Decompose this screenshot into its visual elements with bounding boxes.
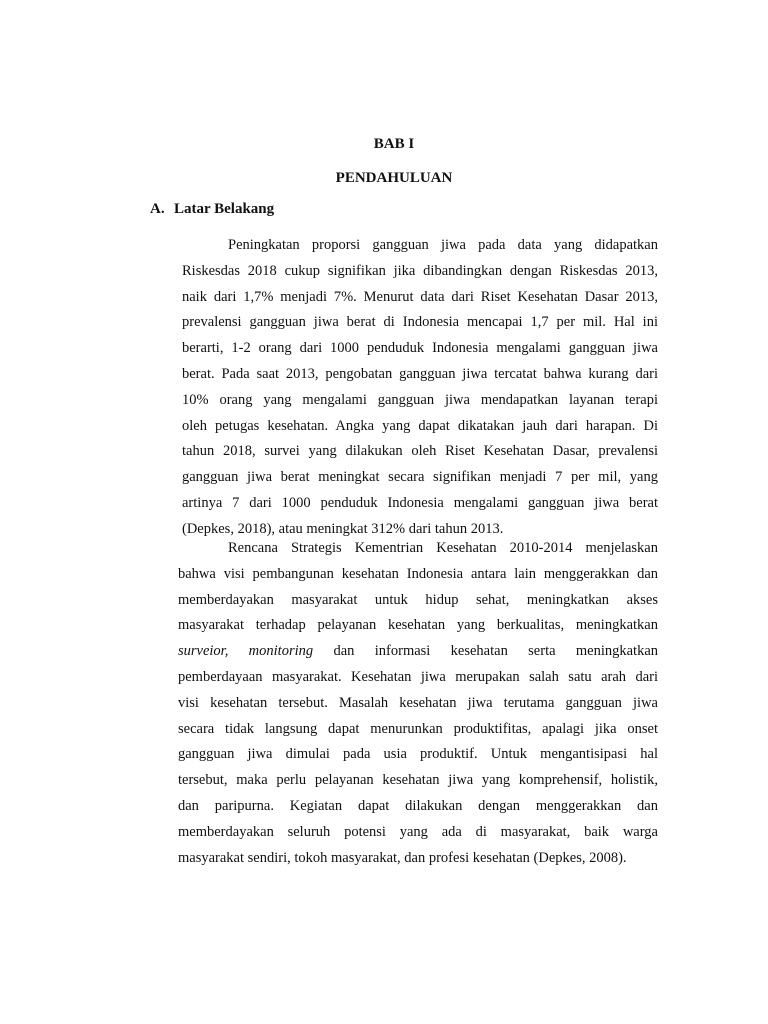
paragraph-line: surveior, monitoring dan informasi kesehatan serta meningkatkan xyxy=(178,643,659,660)
paragraph-line: masyarakat sendiri, tokoh masyarakat, dan profesi kesehatan (Depkes, 2008). xyxy=(178,849,627,866)
paragraph-line: naik dari 1,7% menjadi 7%. Menurut data dari Riset Kesehatan Dasar 2013, xyxy=(182,288,658,305)
paragraph-line: (Depkes, 2018), atau meningkat 312% dari tahun 2013. xyxy=(182,520,504,537)
paragraph-line: memberdayakan seluruh potensi yang ada di masyarakat, baik warga xyxy=(178,823,658,840)
paragraph-line: pemberdayaan masyarakat. Kesehatan jiwa merupakan salah satu arah dari xyxy=(178,668,658,685)
paragraph-line: prevalensi gangguan jiwa berat di Indonesia mencapai 1,7 per mil. Hal ini xyxy=(182,314,658,331)
paragraph-line: visi kesehatan tersebut. Masalah kesehatan jiwa terutama gangguan jiwa xyxy=(178,694,658,711)
paragraph-background-2 xyxy=(178,536,658,871)
paragraph-line: gangguan jiwa dimulai pada usia produktif. Untuk mengantisipasi hal xyxy=(178,746,658,763)
paragraph-line: memberdayakan masyarakat untuk hidup sehat, meningkatkan akses xyxy=(178,591,658,608)
paragraph-line: Riskesdas 2018 cukup signifikan jika dibandingkan dengan Riskesdas 2013, xyxy=(182,262,658,279)
section-heading xyxy=(150,201,274,218)
paragraph-line: secara tidak langsung dapat menurunkan produktifitas, apalagi jika onset xyxy=(178,720,658,737)
paragraph-line: berat. Pada saat 2013, pengobatan gangguan jiwa tercatat bahwa kurang dari xyxy=(182,365,658,382)
section-letter: A. xyxy=(150,201,165,217)
paragraph-line: berarti, 1-2 orang dari 1000 penduduk Indonesia mengalami gangguan jiwa xyxy=(182,340,658,357)
paragraph-line: masyarakat terhadap pelayanan kesehatan yang berkualitas, meningkatkan xyxy=(178,617,658,634)
chapter-number: BAB I xyxy=(373,136,415,152)
paragraph-line: 10% orang yang mengalami gangguan jiwa mendapatkan layanan terapi xyxy=(182,391,658,408)
paragraph-line: bahwa visi pembangunan kesehatan Indonesia antara lain menggerakkan dan xyxy=(178,565,658,582)
italic-terms: surveior, monitoring xyxy=(178,643,314,660)
paragraph-line: artinya 7 dari 1000 penduduk Indonesia mengalami gangguan jiwa berat xyxy=(182,494,658,511)
section-title: Latar Belakang xyxy=(174,201,275,217)
chapter-title: PENDAHULUAN xyxy=(335,170,453,186)
paragraph-line: dan paripurna. Kegiatan dapat dilakukan dengan menggerakkan dan xyxy=(178,797,658,814)
paragraph-background-1 xyxy=(182,233,658,543)
paragraph-line: oleh petugas kesehatan. Angka yang dapat dikatakan jauh dari harapan. Di xyxy=(182,417,658,434)
paragraph-line: tersebut, maka perlu pelayanan kesehatan jiwa yang komprehensif, holistik, xyxy=(178,772,658,789)
paragraph-line: Rencana Strategis Kementrian Kesehatan 2010-2014 menjelaskan xyxy=(228,540,658,556)
paragraph-line: gangguan jiwa berat meningkat secara signifikan menjadi 7 per mil, yang xyxy=(182,469,658,486)
paragraph-line: tahun 2018, survei yang dilakukan oleh Riset Kesehatan Dasar, prevalensi xyxy=(182,443,658,460)
paragraph-line: Peningkatan proporsi gangguan jiwa pada data yang didapatkan xyxy=(228,237,658,253)
